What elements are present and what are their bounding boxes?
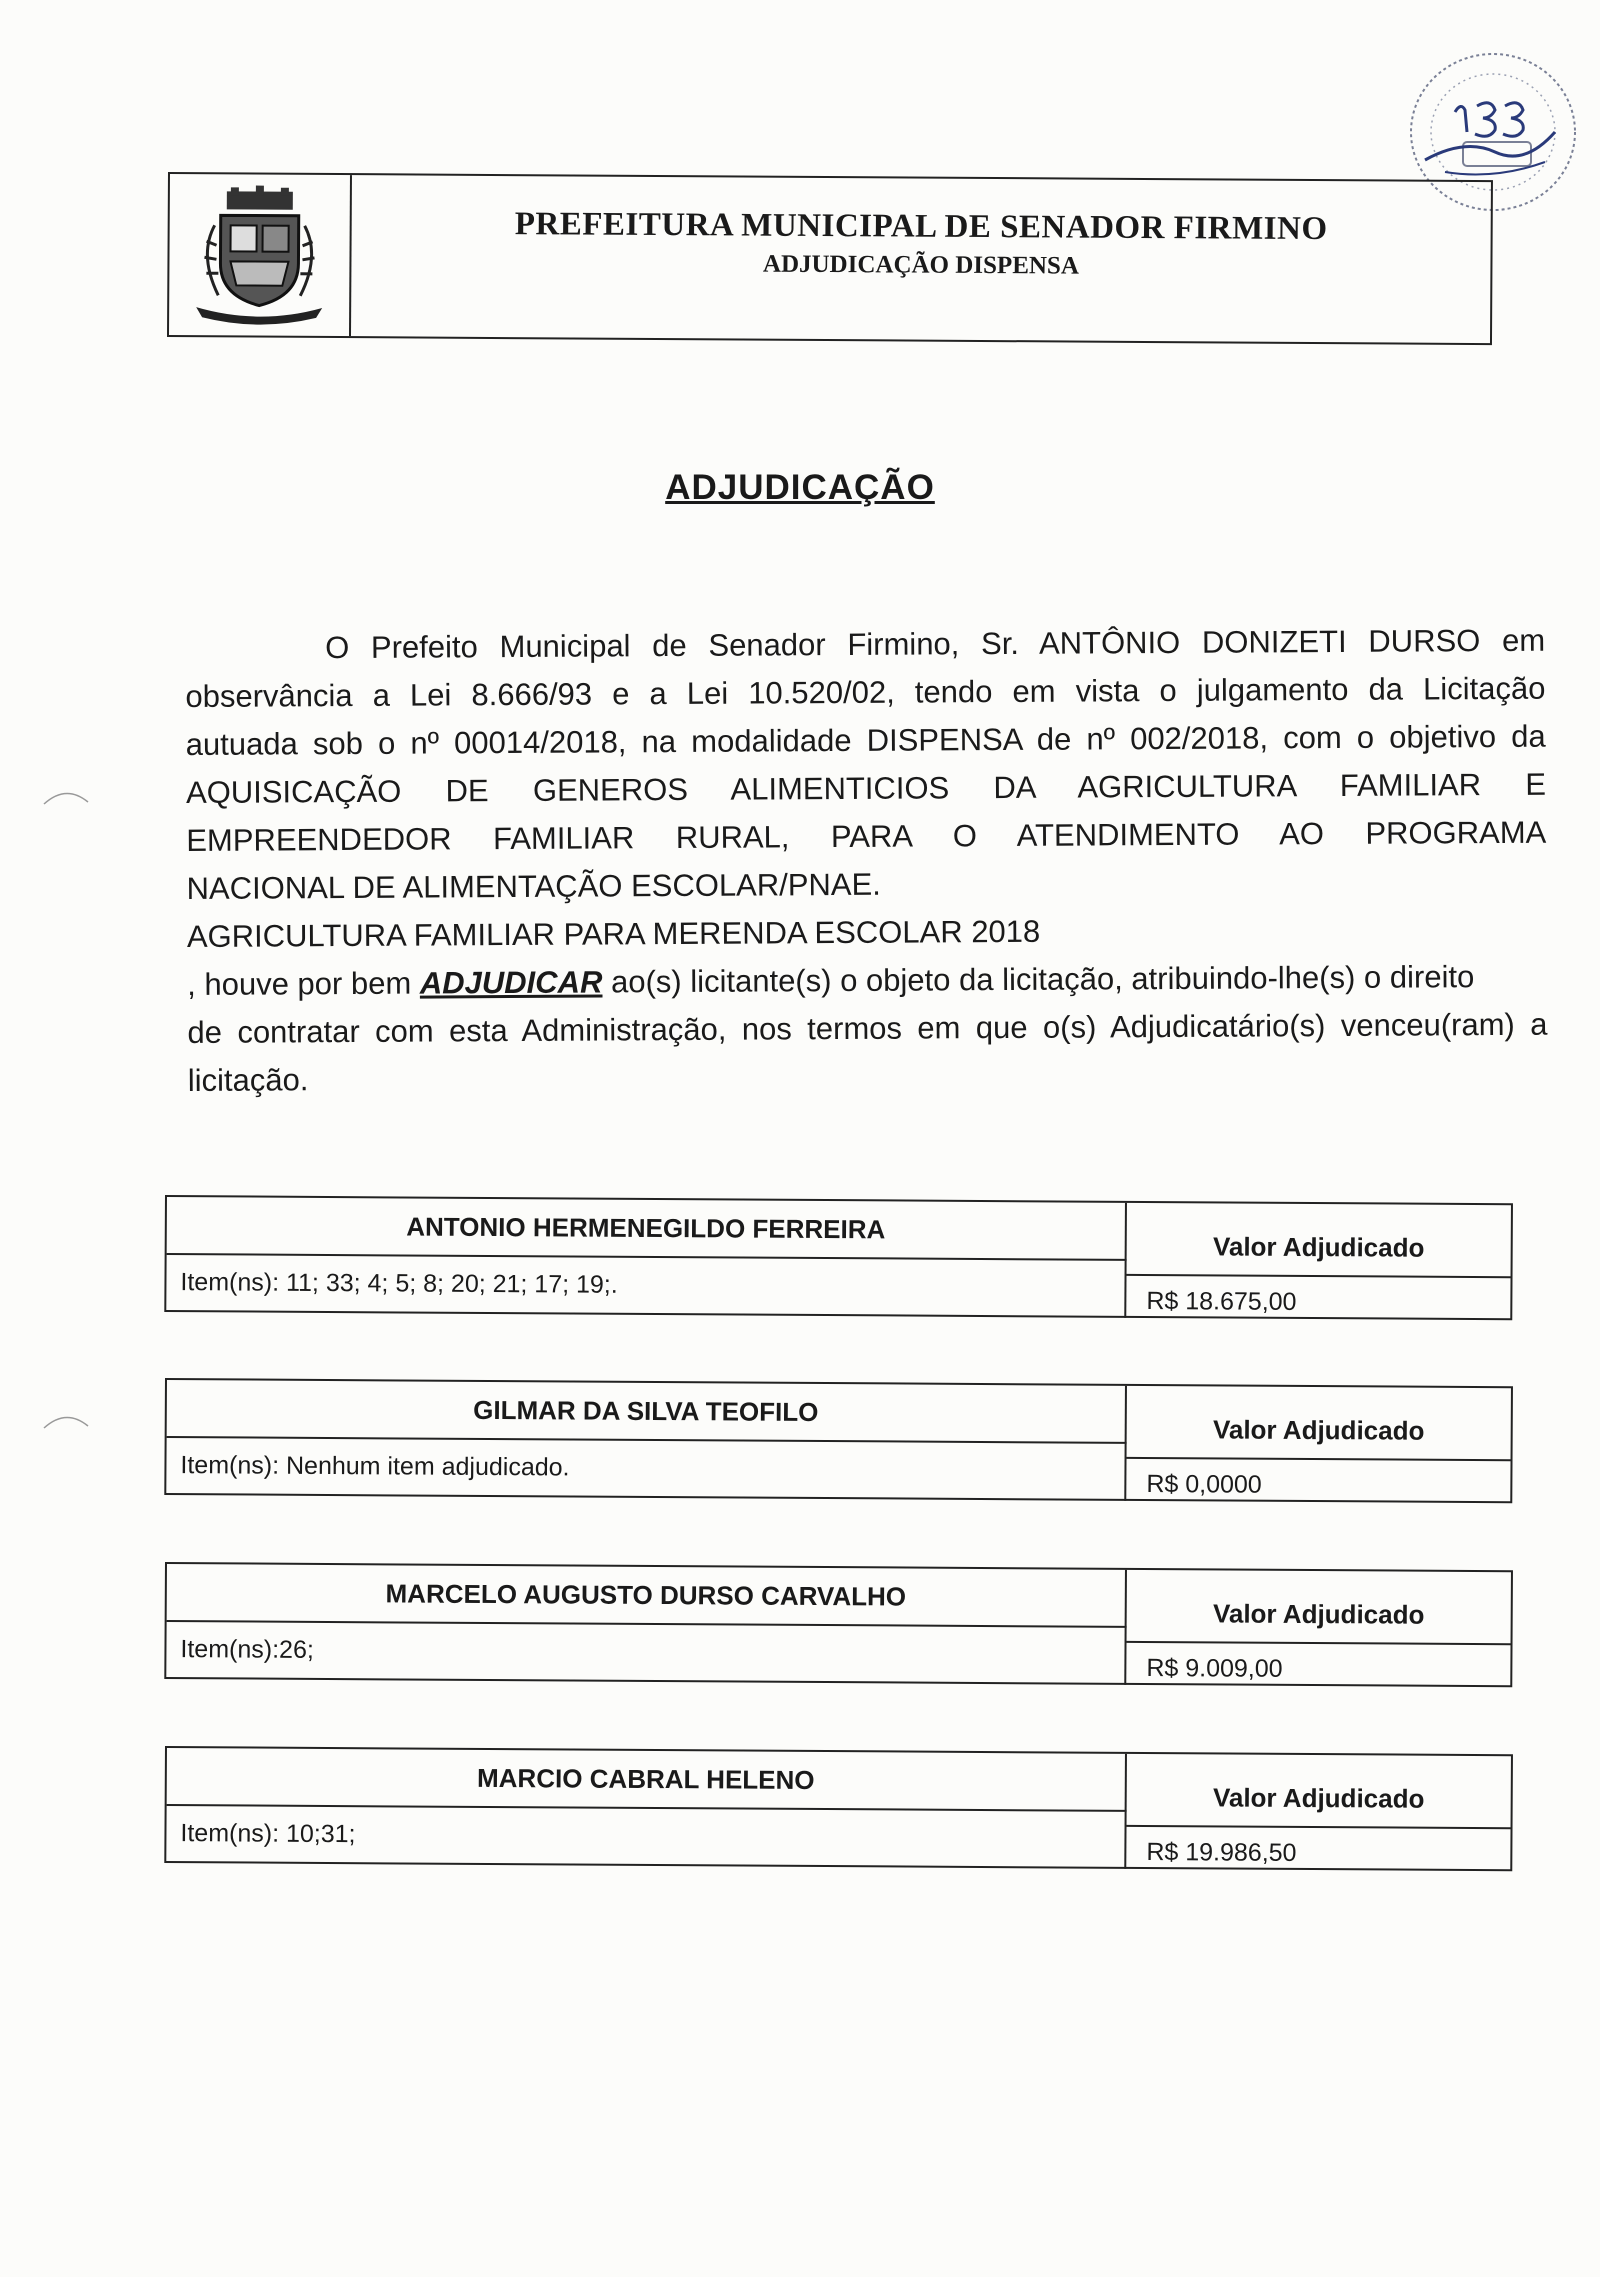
paragraph-line: AQUISICAÇÃO DE GENEROS ALIMENTICIOS DA AGRICULTURA FAMILIAR E bbox=[185, 766, 1547, 810]
paragraph-line: EMPREENDEDOR FAMILIAR RURAL, PARA O ATENDIMENTO AO PROGRAMA bbox=[186, 814, 1547, 858]
paragraph-line: autuada sob o nº 00014/2018, na modalidade DISPENSA de nº 002/2018, com o objetivo da bbox=[185, 718, 1546, 762]
award-table bbox=[164, 1195, 1513, 1320]
paragraph-line: NACIONAL DE ALIMENTAÇÃO ESCOLAR/PNAE. bbox=[186, 866, 881, 906]
awarded-value: R$ 9.009,00 bbox=[1146, 1653, 1283, 1683]
margin-mark bbox=[42, 788, 90, 808]
bidder-name: ANTONIO HERMENEGILDO FERREIRA bbox=[167, 1197, 1127, 1261]
municipality-title: PREFEITURA MUNICIPAL DE SENADOR FIRMINO bbox=[514, 206, 1328, 248]
paragraph-line: AGRICULTURA FAMILIAR PARA MERENDA ESCOLAR 2018 bbox=[186, 913, 1041, 954]
paragraph-line bbox=[187, 953, 1547, 1009]
paragraph-line: observância a Lei 8.666/93 e a Lei 10.520/02, tendo em vista o julgamento da Licitação bbox=[185, 670, 1546, 714]
awarded-items: Item(ns):26; bbox=[166, 1622, 1126, 1685]
letterhead bbox=[167, 172, 1493, 345]
awarded-items: Item(ns): Nenhum item adjudicado. bbox=[166, 1438, 1126, 1501]
award-table bbox=[164, 1378, 1513, 1503]
valor-header: Valor Adjudicado bbox=[1127, 1401, 1511, 1461]
valor-header: Valor Adjudicado bbox=[1127, 1218, 1511, 1278]
adjudicar-emphasis: ADJUDICAR bbox=[419, 964, 603, 1001]
bidder-name: MARCIO CABRAL HELENO bbox=[167, 1748, 1127, 1812]
document-type-subtitle: ADJUDICAÇÃO DISPENSA bbox=[762, 250, 1080, 280]
award-table bbox=[164, 1562, 1513, 1687]
paragraph-line: licitação. bbox=[187, 1062, 309, 1098]
awarded-value: R$ 18.675,00 bbox=[1146, 1286, 1297, 1316]
paragraph-line: O Prefeito Municipal de Senador Firmino, Sr. ANTÔNIO DONIZETI DURSO em bbox=[325, 622, 1546, 666]
coat-of-arms-icon bbox=[184, 185, 335, 326]
document-title: ADJUDICAÇÃO bbox=[665, 468, 935, 507]
line-prefix: , houve por bem bbox=[187, 965, 420, 1002]
awarded-value: R$ 19.986,50 bbox=[1146, 1837, 1297, 1867]
valor-header: Valor Adjudicado bbox=[1127, 1769, 1511, 1829]
bidder-name: MARCELO AUGUSTO DURSO CARVALHO bbox=[167, 1564, 1127, 1628]
margin-mark bbox=[42, 1412, 90, 1432]
awarded-value: R$ 0,0000 bbox=[1146, 1469, 1262, 1499]
paragraph-line: de contratar com esta Administração, nos termos em que o(s) Adjudicatário(s) venceu(ram) a bbox=[187, 1006, 1548, 1050]
awarded-items: Item(ns): 11; 33; 4; 5; 8; 20; 21; 17; 19;. bbox=[166, 1255, 1126, 1318]
valor-header: Valor Adjudicado bbox=[1127, 1585, 1511, 1645]
award-table bbox=[164, 1746, 1513, 1871]
awarded-items: Item(ns): 10;31; bbox=[166, 1806, 1126, 1869]
letterhead-text bbox=[351, 205, 1490, 283]
adjudication-paragraph bbox=[185, 617, 1548, 1105]
crest-cell bbox=[169, 174, 352, 336]
line-suffix: ao(s) licitante(s) o objeto da licitação, atribuindo-lhe(s) o direito bbox=[602, 959, 1475, 1000]
bidder-name: GILMAR DA SILVA TEOFILO bbox=[167, 1380, 1127, 1444]
